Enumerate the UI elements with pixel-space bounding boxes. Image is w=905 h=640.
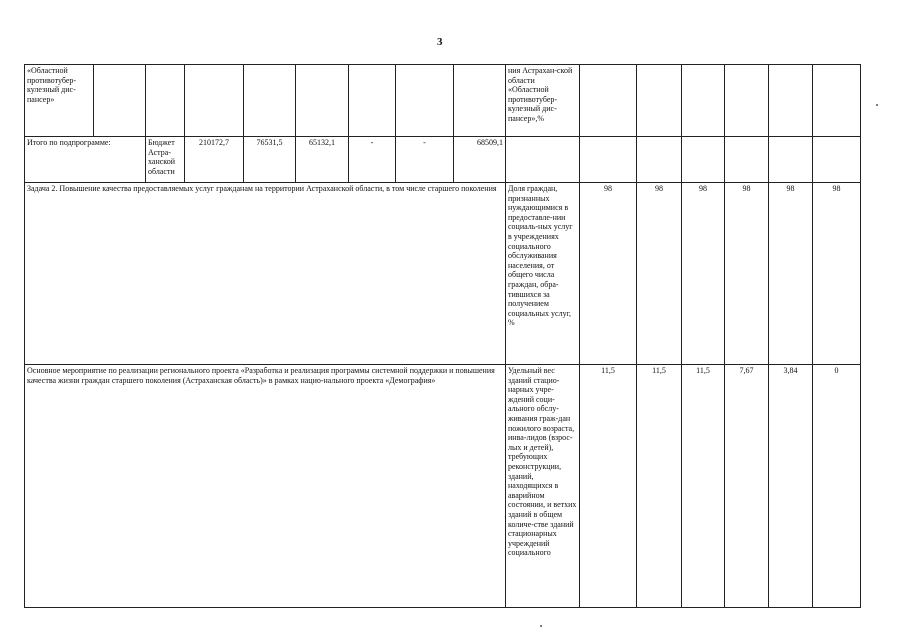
- empty-cell: [682, 137, 725, 183]
- empty-cell: [349, 65, 396, 137]
- empty-cell: [813, 65, 861, 137]
- total-amount-cell: 210172,7: [185, 137, 244, 183]
- indicator-cell: ния Астрахан-ской области «Областной противотубер-кулезный дис-пансер»,%: [506, 65, 580, 137]
- empty-cell: [725, 65, 769, 137]
- year2-amount-cell: 65132,1: [296, 137, 349, 183]
- value-cell: 98: [580, 183, 637, 365]
- value-cell: 11,5: [682, 365, 725, 608]
- empty-cell: [725, 137, 769, 183]
- value-cell: 98: [769, 183, 813, 365]
- empty-cell: [580, 65, 637, 137]
- funding-source-cell: Бюджет Астра-ханской области: [146, 137, 185, 183]
- empty-cell: [637, 137, 682, 183]
- activity-description-cell: Основное мероприятие по реализации регионального проекта «Разработка и реализация программы системной поддержки и повышения качества жизни граждан старшего поколения (Астраханская область)» в рамках нацио-нального проекта «Демография»: [25, 365, 506, 608]
- year1-amount-cell: 76531,5: [244, 137, 296, 183]
- empty-cell: [580, 137, 637, 183]
- table-row-activity: [25, 365, 861, 608]
- empty-cell: [637, 65, 682, 137]
- table-row-total: [25, 137, 861, 183]
- empty-cell: [454, 65, 506, 137]
- empty-cell: [813, 137, 861, 183]
- indicator-cell: Доля граждан, признанных нуждающимися в предоставле-нии социаль-ных услуг в учреждениях социального обслуживания населения, от общего числа граждан, обра-тившихся за получением социальных услуг, %: [506, 183, 580, 365]
- scan-speck: [876, 104, 878, 106]
- table-row-task2: [25, 183, 861, 365]
- value-cell: 0: [813, 365, 861, 608]
- program-table: [24, 64, 861, 608]
- empty-cell: [506, 137, 580, 183]
- indicator-cell: Удельный вес зданий стацио-нарных учре-ждений соци-ального обслу-живания граж-дан пожилого возраста, инва-лидов (взрос-лых и детей), требующих реконструкции, зданий, находящихся в аварийном состоянии, и ветхих зданий в общем количе-стве зданий стационарных учреждений социального: [506, 365, 580, 608]
- year5-amount-cell: 68509,1: [454, 137, 506, 183]
- empty-cell: [296, 65, 349, 137]
- org-name-cell: «Областной противотубер-кулезный дис-пансер»: [25, 65, 94, 137]
- scan-speck: [540, 625, 542, 627]
- empty-cell: [769, 65, 813, 137]
- value-cell: 11,5: [637, 365, 682, 608]
- year4-amount-cell: -: [396, 137, 454, 183]
- value-cell: 98: [725, 183, 769, 365]
- value-cell: 98: [637, 183, 682, 365]
- page-number: 3: [437, 36, 443, 48]
- empty-cell: [682, 65, 725, 137]
- task-description-cell: Задача 2. Повышение качества предоставляемых услуг гражданам на территории Астраханской области, в том числе старшего поколения: [25, 183, 506, 365]
- empty-cell: [94, 65, 146, 137]
- empty-cell: [396, 65, 454, 137]
- table-row-org: [25, 65, 861, 137]
- value-cell: 3,84: [769, 365, 813, 608]
- value-cell: 11,5: [580, 365, 637, 608]
- value-cell: 98: [813, 183, 861, 365]
- year3-amount-cell: -: [349, 137, 396, 183]
- empty-cell: [146, 65, 185, 137]
- empty-cell: [185, 65, 244, 137]
- value-cell: 7,67: [725, 365, 769, 608]
- value-cell: 98: [682, 183, 725, 365]
- empty-cell: [769, 137, 813, 183]
- total-label-cell: Итого по подпрограмме:: [25, 137, 146, 183]
- empty-cell: [244, 65, 296, 137]
